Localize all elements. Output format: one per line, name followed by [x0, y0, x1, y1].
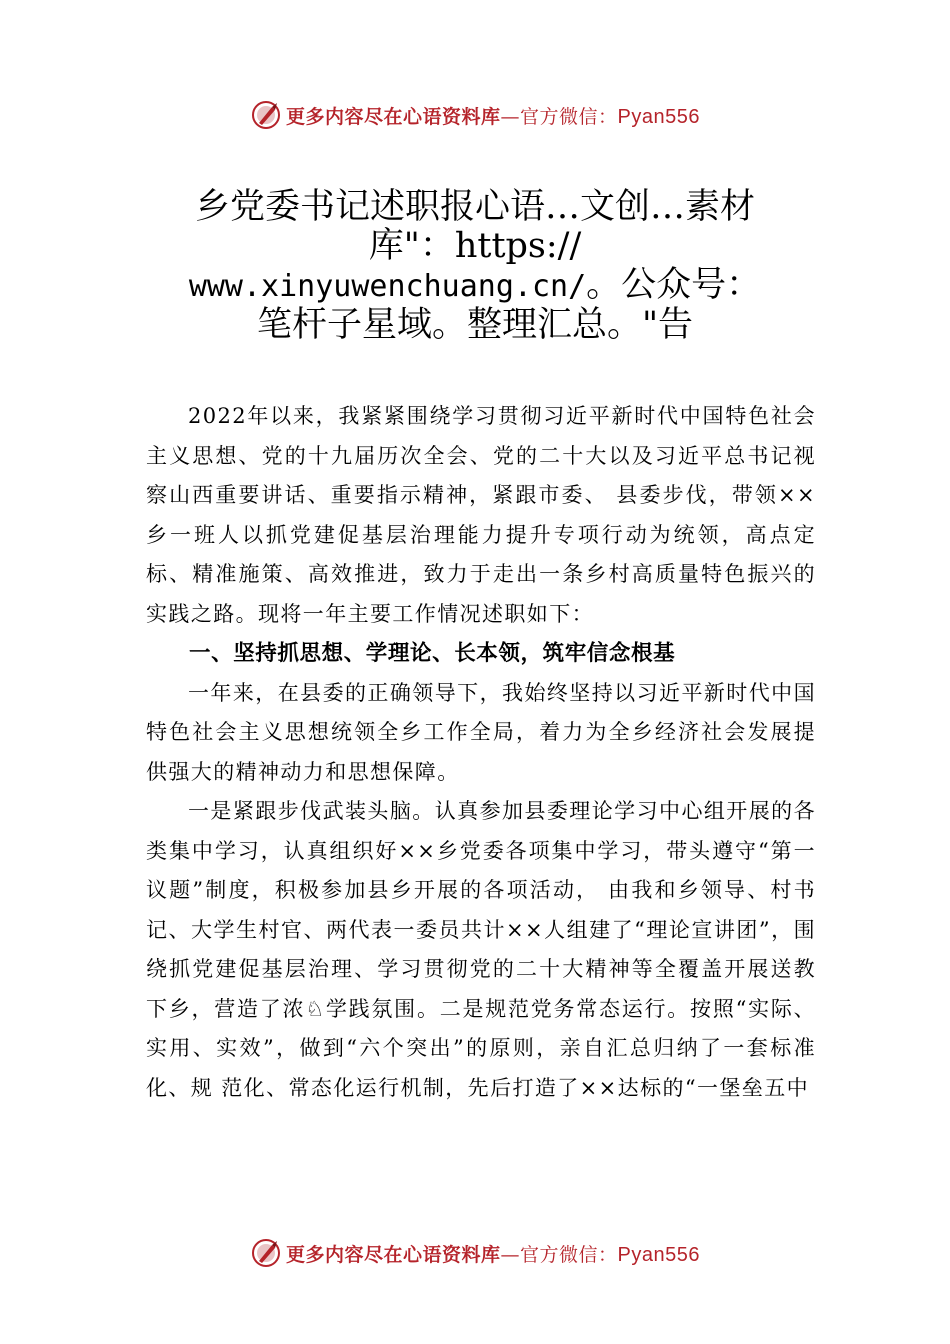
footer-separator: —: [500, 1243, 521, 1266]
banner-separator: —: [500, 105, 521, 128]
footer-site-text: 更多内容尽在心语资料库: [286, 1243, 501, 1266]
banner-wechat-label: 官方微信：: [520, 105, 618, 128]
footer-wechat-label: 官方微信：: [520, 1243, 618, 1266]
document-title: [120, 188, 830, 345]
header-banner: [0, 95, 950, 135]
header-banner-text: [286, 102, 700, 129]
title-url: www.xinyuwenchuang.cn/: [188, 269, 587, 304]
section1-paragraph-1: 一年来，在县委的正确领导下，我始终坚持以习近平新时代中国特色社会主义思想统领全乡工作全局，着力为全乡经济社会发展提供强大的精神动力和思想保障。: [146, 680, 816, 784]
title-line-3-text: 。公众号：: [586, 265, 762, 305]
banner-site-text: 更多内容尽在心语资料库: [286, 105, 501, 128]
section-heading-1: 一、坚持抓思想、学理论、长本领，筑牢信念根基: [189, 641, 676, 666]
title-line-2-text: 库"：https://: [368, 226, 582, 266]
footer-wechat-id: Pyan556: [617, 1243, 700, 1266]
title-line-1: 乡党委书记述职报心语…文创…素材: [194, 187, 755, 227]
banner-wechat-id: Pyan556: [617, 105, 700, 128]
title-line-2: [120, 227, 830, 266]
title-line-3: [120, 266, 830, 306]
section1-paragraph-2: 一是紧跟步伐武装头脑。认真参加县委理论学习中心组开展的各类集中学习，认真组织好××乡党委各项集中学习，带头遵守“第一议题”制度，积极参加县乡开展的各项活动， 由我和乡领导、村书记、大学生村官、两代表一委员共计××人组建了“理论宣讲团”，围绕抓党建促基层治理、学习贯彻党的二十大精神等全覆盖开展送教下乡，营造了浓♘学践氛围。二是规范党务常态运行。按照“实际、实用、实效”，做到“六个突出”的原则，亲自汇总归纳了一套标准化、规 范化、常态化运行机制，先后打造了××达标的“一堡垒五中: [146, 799, 816, 1100]
title-line-4: 笔杆子星域。整理汇总。"告: [256, 305, 694, 345]
quill-pen-logo-icon: [250, 1237, 282, 1269]
quill-pen-logo-icon: [250, 99, 282, 131]
intro-paragraph: 2022年以来，我紧紧围绕学习贯彻习近平新时代中国特色社会主义思想、党的十九届历次全会、党的二十大以及习近平总书记视察山西重要讲话、重要指示精神，紧跟市委、 县委步伐，带领××乡一班人以抓党建促基层治理能力提升专项行动为统领，高点定标、精准施策、高效推进，致力于走出一条乡村高质量特色振兴的实践之路。现将一年主要工作情况述职如下：: [146, 404, 816, 626]
footer-banner: [0, 1233, 950, 1273]
document-body: [146, 397, 816, 1108]
footer-banner-text: [286, 1240, 700, 1267]
